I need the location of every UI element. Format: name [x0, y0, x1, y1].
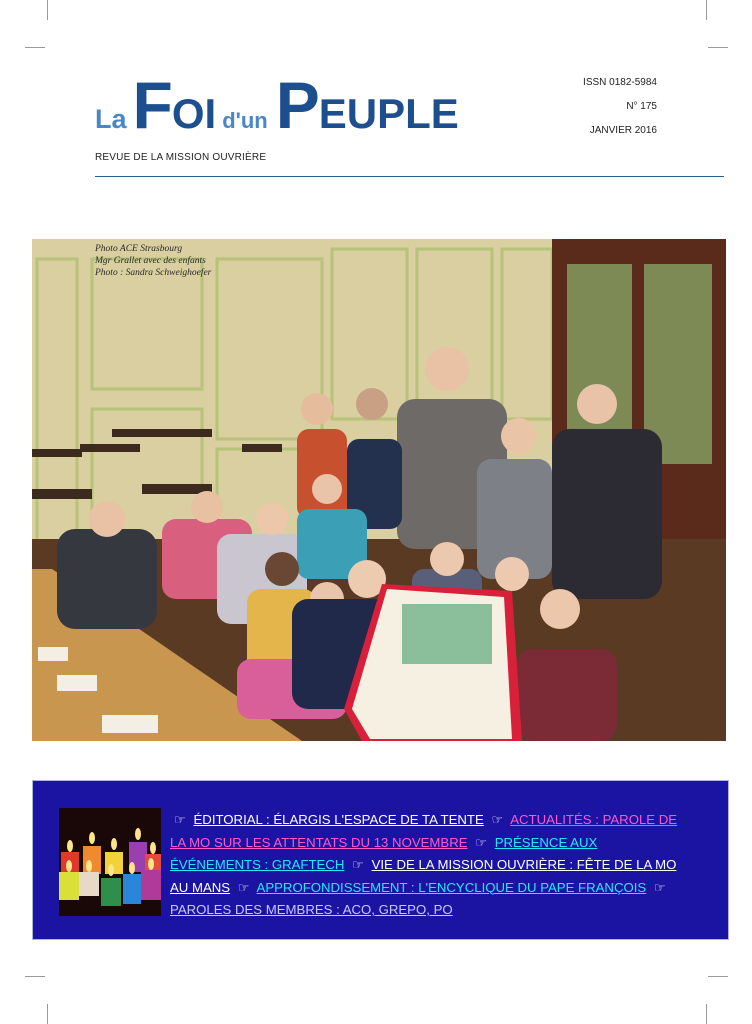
cover-photo [32, 239, 726, 741]
issue-info [583, 77, 657, 149]
hand-pointing-icon: ☞ [475, 834, 488, 850]
toc-item-paroles[interactable]: PAROLES DES MEMBRES : ACO, GREPO, PO [170, 902, 453, 917]
magazine-subtitle: REVUE DE LA MISSION OUVRIÈRE [95, 152, 267, 163]
issue-date: JANVIER 2016 [589, 125, 657, 136]
toc-item-actualites[interactable]: ACTUALITÉS : PAROLE DE LA MO SUR LES ATTENTATS DU 13 NOVEMBRE [170, 812, 678, 850]
hand-pointing-icon: ☞ [653, 879, 666, 895]
cover-photo-illustration [32, 239, 726, 741]
toc-item-editorial[interactable]: ÉDITORIAL : ÉLARGIS L'ESPACE DE TA TENTE [193, 812, 484, 827]
crop-mark [25, 47, 45, 48]
crop-mark [25, 976, 45, 977]
toc-item-presence[interactable]: PRÉSENCE AUX ÉVÉNEMENTS : GRAFTECH [170, 834, 598, 872]
crop-mark [47, 1004, 48, 1024]
toc-item-approfondissement[interactable]: APPROFONDISSEMENT : L'ENCYCLIQUE DU PAPE FRANÇOIS [256, 879, 647, 895]
toc-item-vie-mo[interactable]: VIE DE LA MISSION OUVRIÈRE : FÊTE DE LA MO AU MANS [170, 857, 677, 895]
crop-mark [708, 47, 728, 48]
hand-pointing-icon: ☞ [174, 812, 186, 827]
crop-mark [47, 0, 48, 20]
crop-mark [708, 976, 728, 977]
crop-mark [706, 0, 707, 20]
masthead [95, 68, 515, 142]
hand-pointing-icon: ☞ [352, 857, 364, 872]
table-of-contents [170, 809, 690, 922]
issue-number: N° 175 [626, 101, 657, 112]
header-rule [95, 176, 724, 177]
candles-illustration [59, 808, 161, 916]
contents-box [32, 780, 729, 940]
candles-image [59, 808, 161, 916]
magazine-logo: LaFOI d'un PEUPLE [95, 68, 459, 142]
issn: ISSN 0182-5984 [583, 77, 657, 88]
photo-credit: Photo ACE Strasbourg Mgr Grallet avec des enfants Photo : Sandra Schweighoefer [95, 244, 212, 278]
hand-pointing-icon: ☞ [491, 812, 504, 827]
crop-mark [706, 1004, 707, 1024]
hand-pointing-icon: ☞ [237, 879, 250, 895]
